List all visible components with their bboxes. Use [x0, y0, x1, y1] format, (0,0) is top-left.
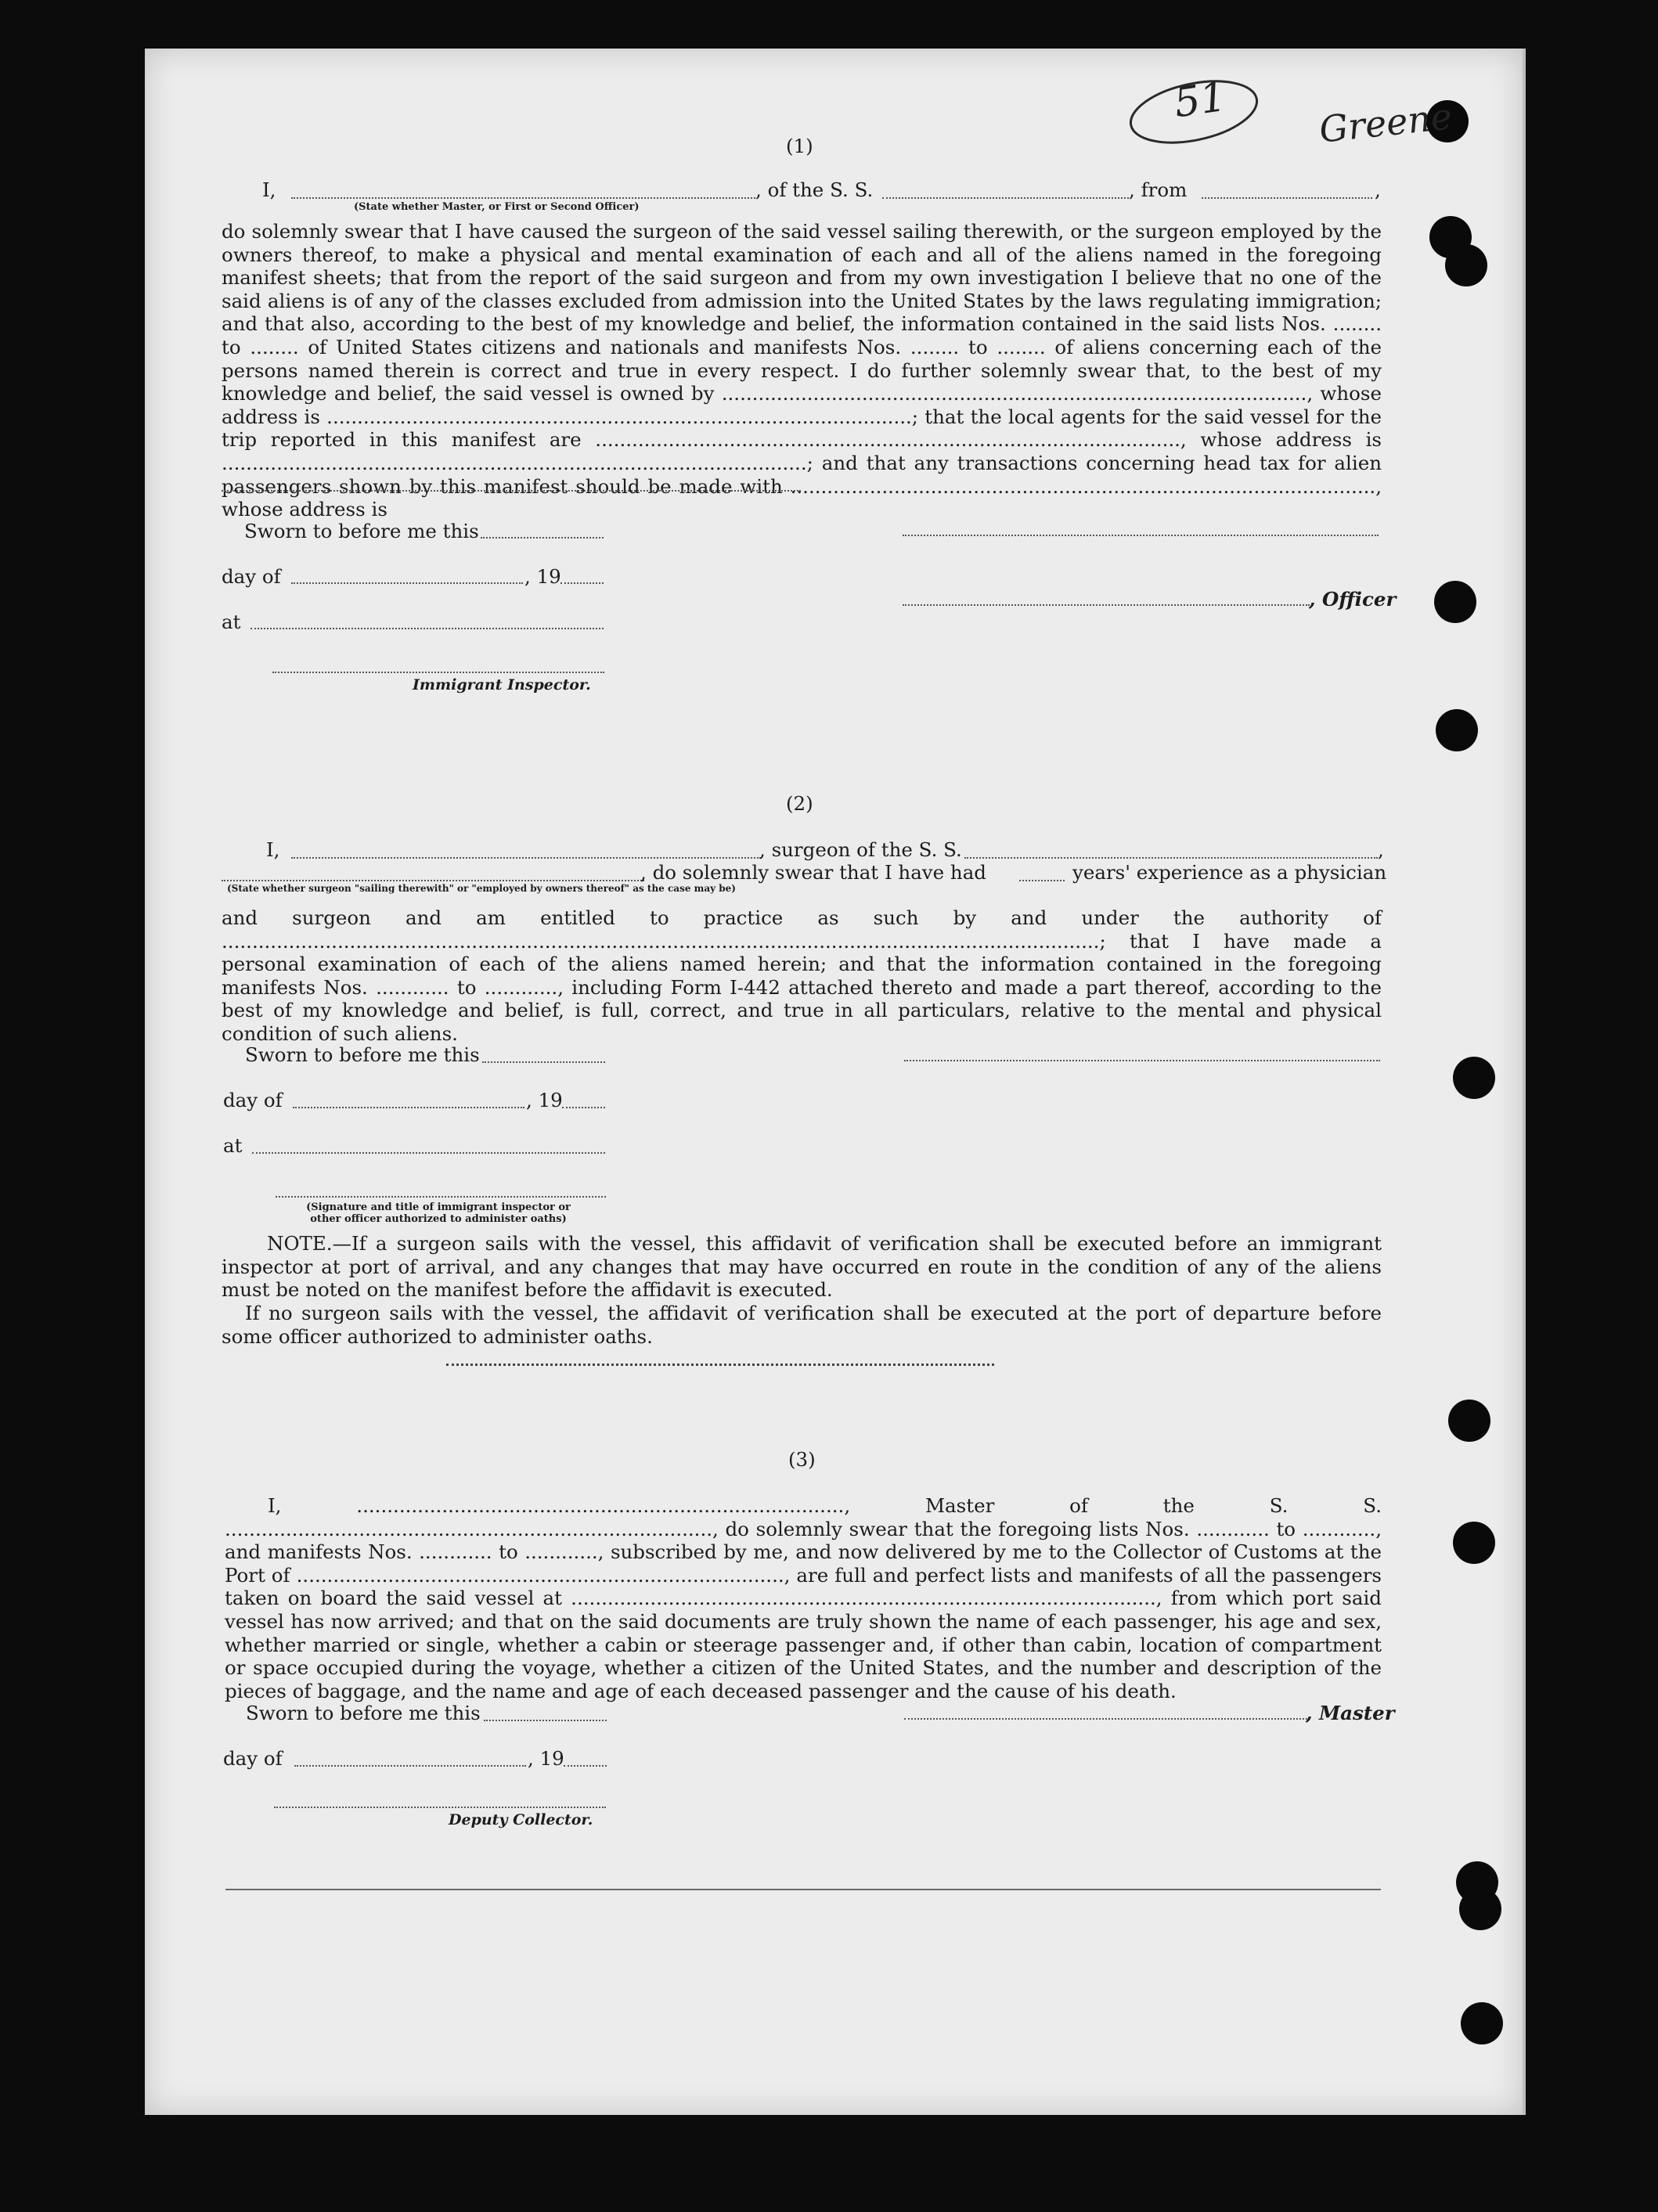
signature-line[interactable] [904, 1060, 1380, 1061]
blank-line[interactable] [564, 1765, 607, 1767]
officer-label: , Officer [1309, 588, 1397, 611]
blank-line[interactable] [560, 582, 604, 584]
deputy-collector-label: Deputy Collector. [449, 1811, 593, 1828]
blank-line[interactable] [294, 1765, 526, 1767]
blank-line[interactable] [882, 197, 1129, 199]
section-3-oath: I, ................................................................................, Master of the S. S. ................................................................................, do solemnly swear that the foregoing lists Nos. ............ to ............, and manifests Nos. ............ to ............, subscribed by me, and now delivered by me to the Collector of Customs at the Port of ................................................................................, are full and perfect lists and manifests of all the passengers taken on board the said vessel at ................................................................................................, from which port said vessel has now arrived; and that on the said documents are truly shown the name of each passenger, his age and sex, whether married or single, whether a cabin or steerage passenger and, if other than cabin, location of compartment or space occupied during the voyage, whether a citizen of the United States, and the number and description of the pieces of baggage, and the name and age of each deceased passenger and the cause of his death. [225, 1494, 1382, 1702]
day-of-label: day of [223, 1747, 283, 1770]
handwritten-name: Greene [1317, 95, 1454, 151]
collector-signature-line[interactable] [274, 1807, 606, 1808]
sworn-label: Sworn to before me this [245, 1043, 480, 1066]
caption-surgeon: (State whether surgeon "sailing therewith" or "employed by owners thereof" as the case may be) [227, 883, 736, 894]
caption-signature-2: other officer authorized to administer oaths) [310, 1213, 567, 1225]
blank-line[interactable] [252, 1152, 605, 1154]
blank-line[interactable] [291, 197, 755, 199]
section-2-swear: , do solemnly swear that I have had [640, 861, 986, 884]
section-2-I: I, [266, 838, 280, 861]
master-label: , Master [1306, 1702, 1395, 1724]
day-of-label: day of [222, 565, 281, 588]
sworn-label: Sworn to before me this [244, 520, 479, 542]
punch-hole [1453, 1057, 1495, 1099]
bottom-rule [225, 1889, 1381, 1890]
caption-master: (State whether Master, or First or Second Officer) [354, 201, 640, 213]
note-paragraph-1: NOTE.—If a surgeon sails with the vessel, this affidavit of verification shall be executed before an immigrant inspector at port of arrival, and any changes that may have occurred en route in the condition of any of the aliens must be noted on the manifest before the affidavit is executed. [222, 1232, 1382, 1302]
day-of-label: day of [223, 1089, 283, 1111]
section-1-comma: , [1375, 178, 1381, 201]
inspector-signature-line[interactable] [272, 672, 604, 673]
year-label: , 19 [528, 1747, 564, 1770]
punch-hole [1436, 709, 1478, 751]
note-paragraph-2: If no surgeon sails with the vessel, the affidavit of verification shall be executed at the port of departure before some officer authorized to administer oaths. [222, 1302, 1382, 1348]
handwritten-number: 51 [1171, 73, 1230, 128]
section-2-years: years' experience as a physician [1072, 861, 1387, 884]
punch-hole [1459, 1888, 1501, 1930]
blank-line[interactable] [481, 537, 604, 539]
page-edge [1523, 49, 1526, 2115]
section-2-surgeon-ss: , surgeon of the S. S. [759, 838, 962, 861]
punch-hole [1453, 1522, 1495, 1564]
section-2-oath: and surgeon and am entitled to practice as such by and under the authority of ................................................................................................................................................; that I have made a personal examination of each of the aliens named herein; and that the information contained in the foregoing manifests Nos. ............ to ............, including Form I-442 attached thereto and made a part thereof, according to the best of my knowledge and belief, is full, correct, and true in all particulars, relative to the mental and physical condition of such aliens. [222, 906, 1382, 1045]
section-1-from: , from [1129, 178, 1188, 201]
blank-line[interactable] [251, 628, 604, 629]
blank-line[interactable] [222, 490, 801, 492]
punch-hole [1434, 581, 1476, 623]
section-1-oath: do solemnly swear that I have caused the surgeon of the said vessel sailing therewith, or the surgeon employed by the owners thereof, to make a physical and mental examination of each and all of the aliens named in the foregoing manifest sheets; that from the report of the said surgeon and from my own investigation I believe that no one of the said aliens is of any of the classes excluded from admission into the United States by the laws regulating immigration; and that also, according to the best of my knowledge and belief, the information contained in the said lists Nos. ........ to ........ of United States citizens and nationals and manifests Nos. ........ to ........ of aliens concerning each of the persons named therein is correct and true in every respect. I do further solemnly swear that, to the best of my knowledge and belief, the said vessel is owned by ................................................................................................, whose address is ................................................................................................; that the local agents for the said vessel for the trip reported in this manifest are ................................................................................................, whose address is ................................................................................................; and that any transactions concerning head tax for alien passengers shown by this manifest should be made with ................................................................................................, whose address is [222, 220, 1382, 521]
section-1-number: (1) [786, 135, 813, 157]
at-label: at [222, 611, 241, 633]
blank-line[interactable] [291, 582, 523, 584]
blank-line[interactable] [1019, 880, 1065, 881]
blank-line[interactable] [222, 880, 644, 881]
caption-signature-1: (Signature and title of immigrant inspector or [306, 1201, 571, 1213]
officer-signature-line[interactable] [903, 535, 1379, 536]
section-2-comma: , [1378, 838, 1384, 861]
section-3-number: (3) [788, 1448, 816, 1471]
blank-line[interactable] [964, 857, 1378, 859]
at-label: at [223, 1134, 243, 1157]
punch-hole [1445, 244, 1487, 286]
section-2-number: (2) [786, 792, 813, 815]
blank-line[interactable] [1202, 197, 1372, 199]
master-signature-line[interactable] [904, 1718, 1307, 1720]
blank-line[interactable] [291, 857, 761, 859]
section-1-of-ss: , of the S. S. [755, 178, 874, 201]
blank-line[interactable] [293, 1107, 524, 1108]
officer-line[interactable] [903, 604, 1310, 606]
blank-line[interactable] [484, 1720, 607, 1721]
year-label: , 19 [526, 1089, 563, 1111]
section-1-I: I, [262, 178, 276, 201]
dotted-separator [446, 1364, 994, 1366]
punch-hole [1461, 2002, 1503, 2044]
punch-hole [1448, 1400, 1490, 1442]
sworn-label: Sworn to before me this [246, 1702, 481, 1724]
year-label: , 19 [524, 565, 561, 588]
inspector-signature-line[interactable] [276, 1196, 606, 1198]
blank-line[interactable] [562, 1107, 605, 1108]
immigrant-inspector-label: Immigrant Inspector. [413, 676, 591, 694]
blank-line[interactable] [482, 1061, 605, 1063]
